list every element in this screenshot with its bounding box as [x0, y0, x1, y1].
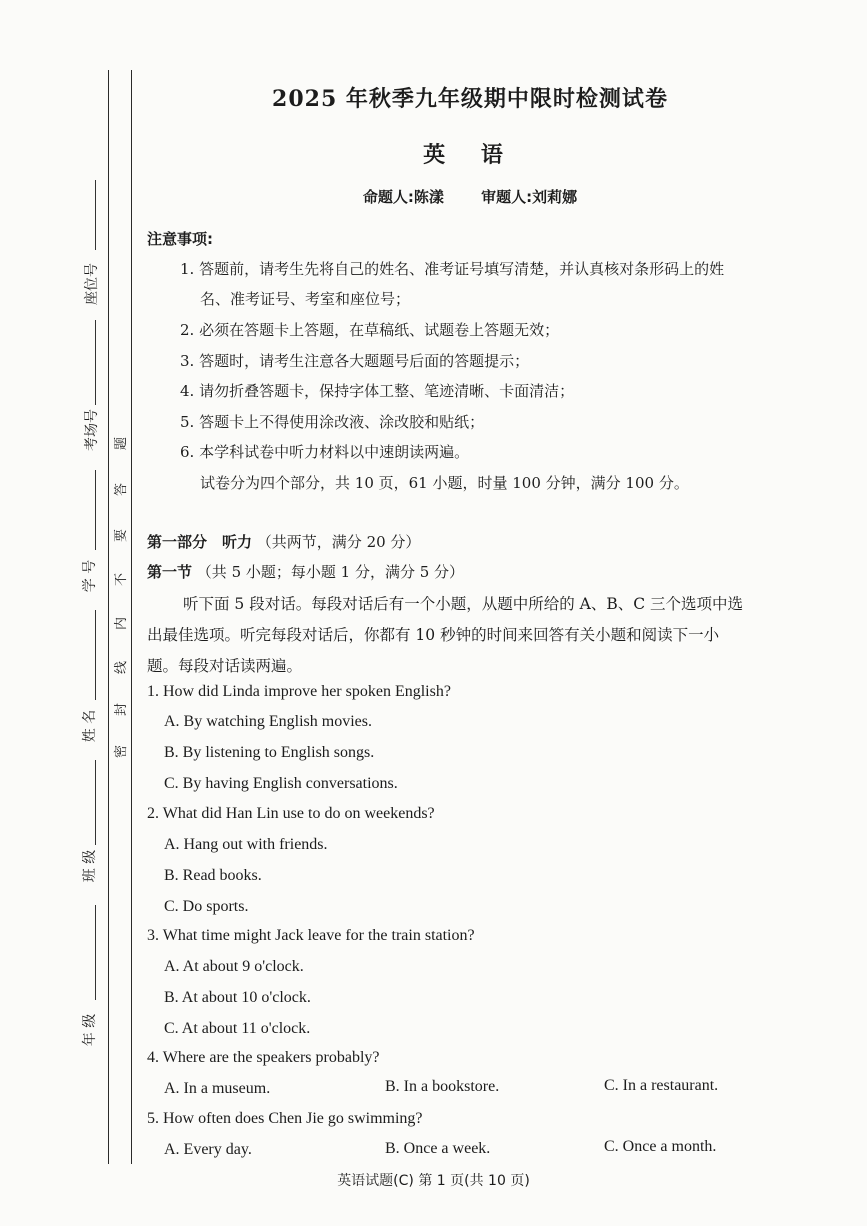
- answer-option[interactable]: C. At about 11 o'clock.: [164, 1020, 311, 1037]
- grade-label: 年 级: [82, 1013, 99, 1047]
- exam-room-blank[interactable]: [95, 320, 96, 405]
- seal-char: 不: [114, 572, 130, 587]
- answer-option[interactable]: B. Once a week.: [385, 1140, 491, 1157]
- class-blank[interactable]: [95, 760, 96, 845]
- authors-line: [150, 186, 790, 207]
- notice-item: 名、准考证号、考室和座位号；: [200, 290, 411, 308]
- notice-item: 试卷分为四个部分，共 10 页，61 小题，时量 100 分钟，满分 100 分。: [200, 474, 689, 492]
- part-title: 第一部分 听力: [147, 533, 253, 551]
- answer-option[interactable]: A. By watching English movies.: [164, 713, 372, 730]
- notice-item: 5. 答题卡上不得使用涂改液、涂改胶和贴纸；: [180, 413, 485, 431]
- seat-number-blank[interactable]: [95, 180, 96, 250]
- seal-char: 封: [114, 702, 130, 717]
- name-blank[interactable]: [95, 610, 96, 700]
- reviewer: 审题人:刘莉娜: [481, 188, 578, 206]
- setter: 命题人:陈漾: [362, 188, 444, 206]
- student-id-label: 学 号: [82, 559, 99, 593]
- notice-item: 6. 本学科试卷中听力材料以中速朗读两遍。: [180, 443, 470, 461]
- answer-option[interactable]: B. At about 10 o'clock.: [164, 989, 311, 1006]
- question-stem: 4. Where are the speakers probably?: [147, 1049, 380, 1066]
- question-stem: 2. What did Han Lin use to do on weekends?: [147, 805, 435, 822]
- question-stem: 5. How often does Chen Jie go swimming?: [147, 1110, 423, 1127]
- section-note: （共 5 小题；每小题 1 分，满分 5 分）: [196, 563, 465, 581]
- instruction-line: 出最佳选项。听完每段对话后，你都有 10 秒钟的时间来回答有关小题和阅读下一小: [147, 626, 720, 644]
- notice-item: 4. 请勿折叠答题卡，保持字体工整、笔迹清晰、卡面清洁；: [180, 382, 575, 400]
- answer-option[interactable]: C. In a restaurant.: [604, 1077, 719, 1094]
- subject-title: 英 语: [423, 142, 517, 168]
- section-heading: [147, 561, 464, 582]
- instruction-line: 听下面 5 段对话。每段对话后有一个小题，从题中所给的 A、B、C 三个选项中选: [183, 595, 744, 613]
- seal-char: 答: [114, 482, 130, 497]
- seat-number-label: 座位号: [84, 263, 100, 305]
- seal-char: 要: [114, 528, 130, 543]
- part-note: （共两节，满分 20 分）: [256, 533, 421, 551]
- answer-option[interactable]: C. Do sports.: [164, 898, 249, 915]
- seal-char: 线: [114, 660, 130, 675]
- notice-item: 1. 答题前，请考生先将自己的姓名、准考证号填写清楚，并认真核对条形码上的姓: [180, 260, 725, 278]
- answer-option[interactable]: A. Every day.: [164, 1141, 252, 1158]
- seal-char: 密: [114, 744, 130, 759]
- answer-option[interactable]: B. By listening to English songs.: [164, 744, 375, 761]
- answer-option[interactable]: C. By having English conversations.: [164, 775, 398, 792]
- answer-option[interactable]: B. Read books.: [164, 867, 262, 884]
- question-stem: 1. How did Linda improve her spoken English?: [147, 683, 451, 700]
- notice-item: 2. 必须在答题卡上答题，在草稿纸、试题卷上答题无效；: [180, 321, 560, 339]
- binding-rule-outer: [108, 70, 109, 1164]
- section-title: 第一节: [147, 563, 193, 581]
- answer-option[interactable]: A. At about 9 o'clock.: [164, 958, 304, 975]
- answer-option[interactable]: A. In a museum.: [164, 1080, 271, 1097]
- seal-char: 内: [114, 616, 130, 631]
- binding-rule-inner: [131, 70, 132, 1164]
- answer-option[interactable]: A. Hang out with friends.: [164, 836, 328, 853]
- answer-option[interactable]: B. In a bookstore.: [385, 1078, 500, 1095]
- grade-blank[interactable]: [95, 905, 96, 1000]
- exam-title: 2025 年秋季九年级期中限时检测试卷: [272, 86, 668, 112]
- part-heading: [147, 531, 420, 552]
- name-label: 姓 名: [82, 709, 99, 743]
- notice-heading: 注意事项:: [147, 230, 213, 248]
- page-footer: 英语试题(C) 第 1 页(共 10 页): [337, 1173, 530, 1189]
- exam-room-label: 考场号: [84, 409, 100, 451]
- class-label: 班 级: [82, 849, 99, 883]
- student-id-blank[interactable]: [95, 470, 96, 550]
- seal-char: 题: [114, 436, 130, 451]
- question-stem: 3. What time might Jack leave for the train station?: [147, 927, 475, 944]
- notice-item: 3. 答题时，请考生注意各大题题号后面的答题提示；: [180, 352, 530, 370]
- answer-option[interactable]: C. Once a month.: [604, 1138, 717, 1155]
- instruction-line: 题。每段对话读两遍。: [147, 657, 303, 675]
